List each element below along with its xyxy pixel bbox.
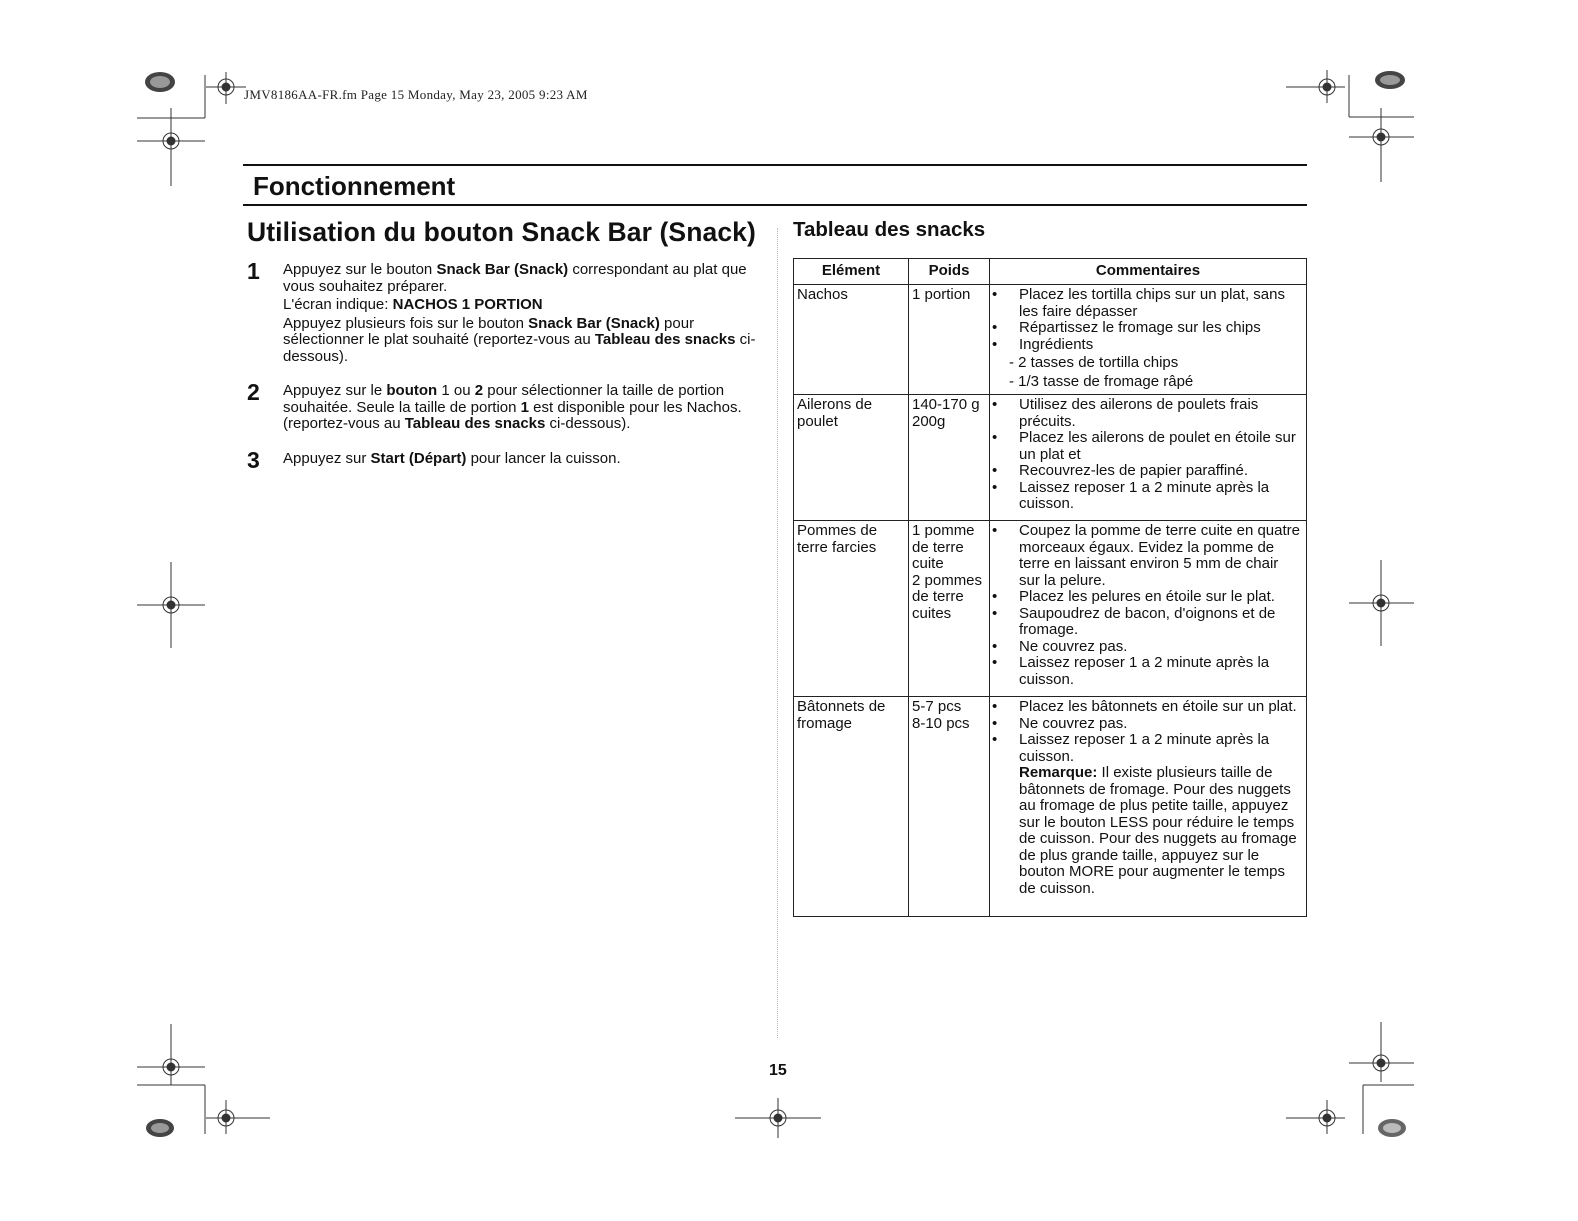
step-paragraph: Appuyez sur le bouton 1 ou 2 pour sélectionner la taille de portion souhaitée. Seule la taille de portion 1 est disponible pour les Nachos. [283,382,742,416]
step-number: 1 [247,258,260,284]
crosshair-icon [137,108,205,186]
comment-item: • Ingrédients [993,337,1303,354]
step-body [283,383,767,433]
cell-comments [990,395,1307,521]
table-row [794,521,1307,697]
comment-item: • Utilisez des ailerons de poulets frais précuits. [993,397,1303,430]
crosshair-icon [137,1024,205,1085]
comment-item: • Laissez reposer 1 a 2 minute après la cuisson. [993,655,1303,688]
comment-item: • Laissez reposer 1 a 2 minute après la cuisson. [993,480,1303,513]
crosshair-icon [1349,560,1414,646]
crosshair-icon [1349,108,1414,182]
comment-item: • Placez les pelures en étoile sur le plat. [993,589,1303,606]
step-paragraph: L'écran indique: NACHOS 1 PORTION [283,296,543,313]
page-title: Utilisation du bouton Snack Bar (Snack) [247,217,756,247]
cell-element: Bâtonnets de fromage [794,697,909,917]
cell-weight: 5-7 pcs 8-10 pcs [909,697,990,917]
step-3 [247,446,767,473]
step-paragraph: Appuyez plusieurs fois sur le bouton Snack Bar (Snack) pour sélectionner le plat souhaité (reportez-vous au Tableau des snacks ci-dessous). [283,314,756,365]
step-paragraph: Appuyez sur le bouton Snack Bar (Snack) correspondant au plat que vous souhaitez préparer. [283,261,747,295]
step-paragraph: (reportez-vous au Tableau des snacks ci-dessous). [283,415,631,432]
section-title: Fonctionnement [253,171,456,201]
cell-element: Nachos [794,285,909,395]
header-rule-bottom [243,204,1307,206]
crosshair-icon [1349,1022,1414,1082]
crosshair-icon [1286,70,1345,103]
steps-list [247,258,767,483]
comment-item: • Placez les bâtonnets en étoile sur un plat. [993,699,1303,716]
step-body [283,262,767,365]
column-header-weight: Poids [909,259,990,285]
print-seal-icon [145,72,175,92]
crosshair-icon [206,1100,270,1134]
step-number: 3 [247,446,260,473]
step-body [283,451,767,468]
step-paragraph: Appuyez sur Start (Départ) pour lancer la cuisson. [283,449,621,467]
column-divider [777,228,778,1038]
comment-item: • Ne couvrez pas. [993,639,1303,656]
column-header-comments: Commentaires [990,259,1307,285]
crosshair-icon [206,72,246,104]
comment-item: • Coupez la pomme de terre cuite en quatre morceaux égaux. Evidez la pomme de terre en laissant environ 5 mm de chair sur la pelure. [993,523,1303,589]
crosshair-icon [137,562,205,648]
column-header-element: Elément [794,259,909,285]
cell-element: Pommes de terre farcies [794,521,909,697]
crosshair-icon [1286,1100,1345,1134]
cell-weight: 1 portion [909,285,990,395]
print-seal-icon [146,1119,174,1137]
comment-item: • Placez les ailerons de poulet en étoile sur un plat et [993,430,1303,463]
page-number: 15 [769,1062,787,1079]
snack-table [793,258,1307,917]
step-2 [247,379,767,433]
print-seal-icon [1375,71,1405,89]
table-row [794,697,1307,917]
ingredient-item: - 1/3 tasse de fromage râpé [1009,372,1194,390]
remark-text: Il existe plusieurs taille de bâtonnets de fromage. Pour des nuggets au fromage de plus petite taille, appuyez sur le bouton LESS pour réduire le temps de cuisson. Pour des nuggets au fromage de plus grande taille, appuyez sur le bouton MORE pour augmenter le temps de cuisson. [1019,764,1297,897]
cell-element: Ailerons de poulet [794,395,909,521]
comment-item: • Ne couvrez pas. [993,716,1303,733]
comment-item: • Recouvrez-les de papier paraffiné. [993,463,1303,480]
crosshair-icon [735,1098,821,1138]
table-header-row [794,259,1307,285]
print-seal-icon [1378,1119,1406,1137]
cell-comments [990,697,1307,917]
step-1 [247,258,767,365]
remark-label: Remarque: [1019,764,1098,781]
comment-item: • Saupoudrez de bacon, d'oignons et de fromage. [993,606,1303,639]
comment-item: • Répartissez le fromage sur les chips [993,320,1303,337]
cell-comments [990,285,1307,395]
step-number: 2 [247,379,260,405]
table-title: Tableau des snacks [793,218,986,241]
cell-comments [990,521,1307,697]
table-row [794,395,1307,521]
comment-item: • Laissez reposer 1 a 2 minute après la cuisson. [993,732,1303,765]
print-header: JMV8186AA-FR.fm Page 15 Monday, May 23, 2005 9:23 AM [244,87,588,102]
ingredient-item: - 2 tasses de tortilla chips [1009,354,1179,371]
comment-item: • Placez les tortilla chips sur un plat, sans les faire dépasser [993,287,1303,320]
cell-weight: 1 pomme de terre cuite 2 pommes de terre cuites [909,521,990,697]
header-rule-top [243,164,1307,166]
table-row [794,285,1307,395]
remark-note [993,765,1303,897]
cell-weight: 140-170 g 200g [909,395,990,521]
